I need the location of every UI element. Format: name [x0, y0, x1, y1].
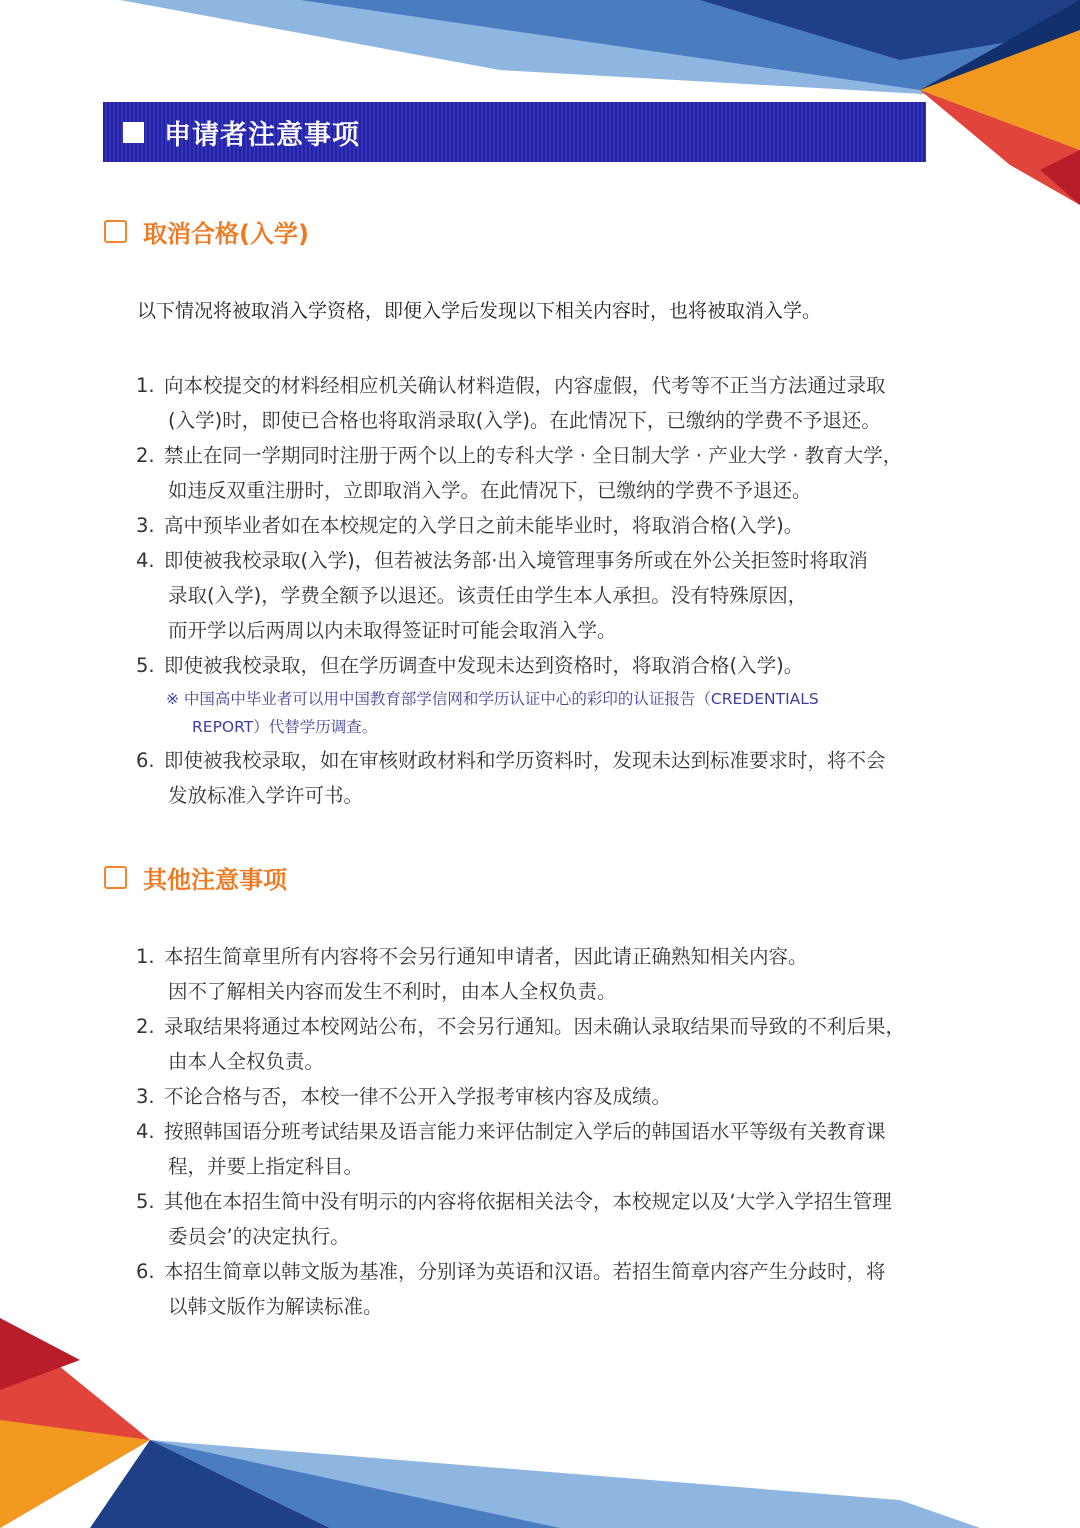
list-item: [136, 1079, 986, 1114]
item-number: 6.: [136, 1260, 155, 1283]
footnote-line: REPORT）代替学历调查。: [192, 718, 378, 736]
item-text-line: 禁止在同一学期同时注册于两个以上的专科大学 · 全日制大学 · 产业大学 · 教育大学，: [164, 444, 903, 467]
item-text-line: 即使被我校录取，如在审核财政材料和学历资料时，发现未达到标准要求时，将不会: [164, 749, 886, 772]
checkbox-icon: [104, 866, 127, 889]
item-text-line: 按照韩国语分班考试结果及语言能力来评估制定入学后的韩国语水平等级有关教育课: [164, 1120, 886, 1143]
list-item: [136, 648, 986, 683]
item-number: 2.: [136, 1015, 155, 1038]
list-item: [136, 1254, 986, 1324]
list-item: [136, 543, 986, 648]
item-text-line: 本招生简章以韩文版为基准，分别译为英语和汉语。若招生简章内容产生分歧时，将: [164, 1260, 886, 1283]
item-text-line: 由本人全权负责。: [168, 1050, 325, 1073]
item-text-line: 以韩文版作为解读标准。: [168, 1295, 383, 1318]
header-bar: [103, 102, 926, 162]
item-text-line: 录取结果将通过本校网站公布，不会另行通知。因未确认录取结果而导致的不利后果，: [164, 1015, 906, 1038]
section-title: 其他注意事项: [143, 866, 287, 894]
item-number: 6.: [136, 749, 155, 772]
item-number: 3.: [136, 1085, 155, 1108]
list-item: [136, 743, 986, 813]
intro-text: 以下情况将被取消入学资格，即便入学后发现以下相关内容时，也将被取消入学。: [137, 300, 822, 322]
other-list: [136, 939, 986, 1324]
item-number: 3.: [136, 514, 155, 537]
square-bullet-icon: [123, 122, 144, 143]
item-text-line: (入学)时，即使已合格也将取消录取(入学)。在此情况下，已缴纳的学费不予退还。: [168, 409, 881, 432]
item-text-line: 发放标准入学许可书。: [168, 784, 364, 807]
item-number: 4.: [136, 1120, 155, 1143]
item-number: 5.: [136, 1190, 155, 1213]
item-text-line: 向本校提交的材料经相应机关确认材料造假，内容虚假，代考等不正当方法通过录取: [164, 374, 886, 397]
list-item: [136, 368, 986, 438]
list-item: [136, 438, 986, 508]
list-item: [136, 1009, 986, 1079]
page-title: 申请者注意事项: [164, 119, 360, 151]
item-number: 4.: [136, 549, 155, 572]
list-item: [136, 508, 986, 543]
item-text-line: 程，并要上指定科目。: [168, 1155, 364, 1178]
item-number: 1.: [136, 945, 155, 968]
item-text-line: 而开学以后两周以内未取得签证时可能会取消入学。: [168, 619, 617, 642]
item-text-line: 其他在本招生简中没有明示的内容将依据相关法令，本校规定以及‘大学入学招生管理: [164, 1190, 892, 1213]
item-number: 1.: [136, 374, 155, 397]
item-text-line: 本招生简章里所有内容将不会另行通知申请者，因此请正确熟知相关内容。: [164, 945, 808, 968]
item-text-line: 即使被我校录取(入学)，但若被法务部·出入境管理事务所或在外公关拒签时将取消: [164, 549, 868, 572]
cancel-list: [136, 368, 986, 813]
section-heading-other: [104, 860, 287, 895]
checkbox-icon: [104, 220, 127, 243]
item-text-line: 因不了解相关内容而发生不利时，由本人全权负责。: [168, 980, 617, 1003]
footnote: [166, 685, 986, 741]
item-text-line: 不论合格与否，本校一律不公开入学报考审核内容及成绩。: [164, 1085, 672, 1108]
item-number: 5.: [136, 654, 155, 677]
section-heading-cancel: [104, 214, 309, 249]
item-text-line: 高中预毕业者如在本校规定的入学日之前未能毕业时，将取消合格(入学)。: [164, 514, 804, 537]
item-text-line: 委员会’的决定执行。: [168, 1225, 350, 1248]
item-number: 2.: [136, 444, 155, 467]
list-item: [136, 1114, 986, 1184]
item-text-line: 即使被我校录取，但在学历调查中发现未达到资格时，将取消合格(入学)。: [164, 654, 804, 677]
list-item: [136, 1184, 986, 1254]
footnote-line: ※ 中国高中毕业者可以用中国教育部学信网和学历认证中心的彩印的认证报告（CREDENTIALS: [166, 690, 819, 708]
item-text-line: 如违反双重注册时，立即取消入学。在此情况下，已缴纳的学费不予退还。: [168, 479, 812, 502]
item-text-line: 录取(入学)，学费全额予以退还。该责任由学生本人承担。没有特殊原因，: [168, 584, 808, 607]
section-title: 取消合格(入学): [143, 220, 309, 248]
list-item: [136, 939, 986, 1009]
